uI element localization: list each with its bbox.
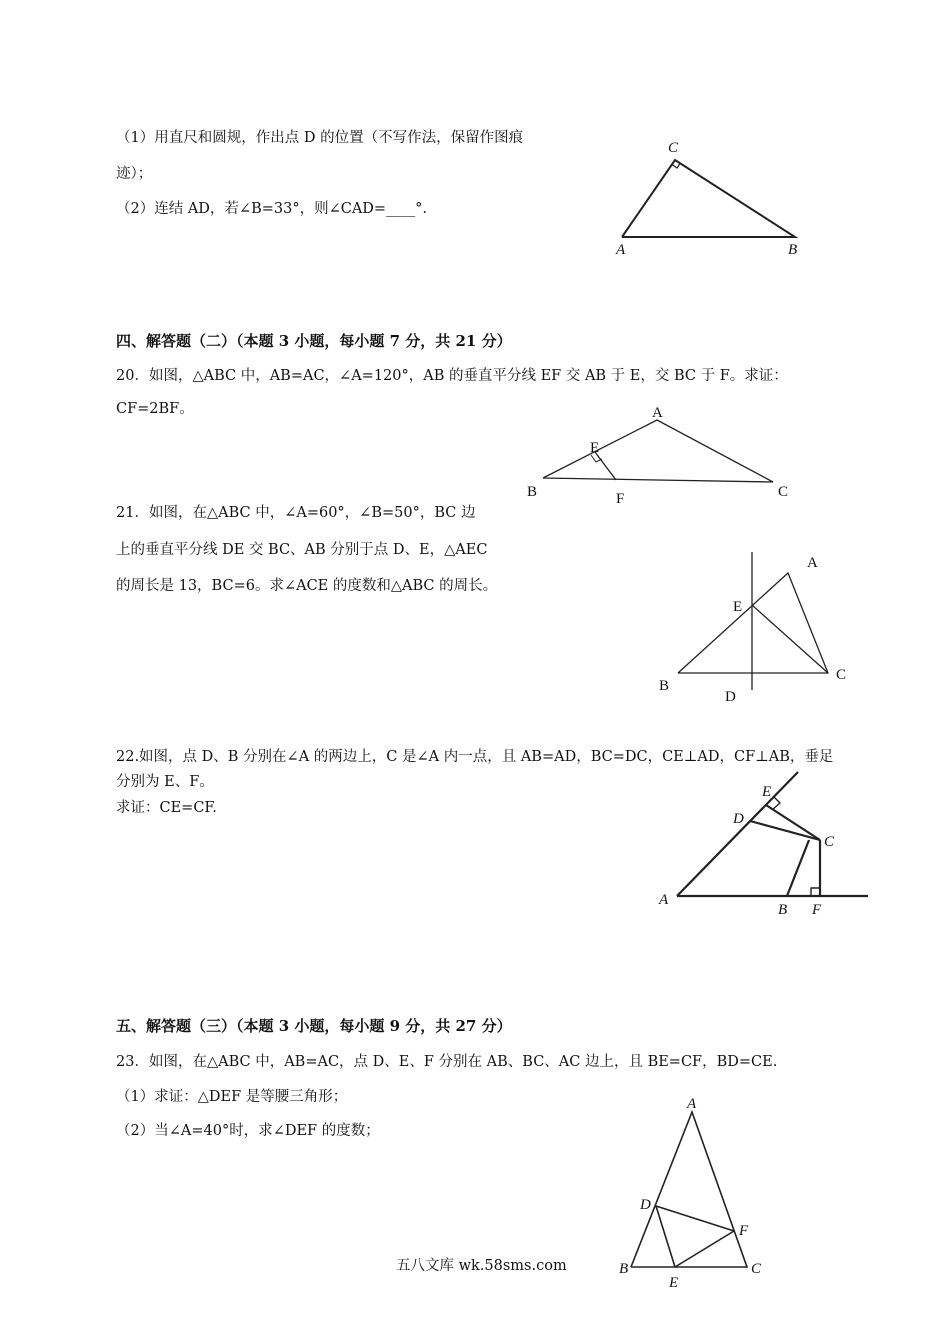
- q21-line1: 21．如图，在△ABC 中，∠A=60°，∠B=50°，BC 边: [116, 505, 476, 521]
- q21-label-e: E: [733, 599, 743, 615]
- q23-label-f: F: [739, 1223, 749, 1239]
- q21-label-a: A: [807, 555, 818, 571]
- q21-line3: 的周长是 13，BC=6。求∠ACE 的度数和△ABC 的周长。: [116, 578, 498, 594]
- q23-label-c: C: [751, 1261, 762, 1277]
- q19-part1-line2: 迹）；: [116, 166, 153, 182]
- q19-triangle-figure: [600, 130, 820, 265]
- q22-label-e: E: [762, 784, 772, 800]
- q19-label-a: A: [616, 242, 626, 258]
- q20-label-f: F: [616, 491, 625, 507]
- q22-line1: 22.如图，点 D、B 分别在∠A 的两边上，C 是∠A 内一点，且 AB=AD，BC=DC，CE⊥AD，CF⊥AB，垂足: [116, 749, 834, 765]
- q19-part1-line1: （1）用直尺和圆规，作出点 D 的位置（不写作法，保留作图痕: [116, 130, 524, 146]
- q23-triangle-figure: [610, 1090, 780, 1300]
- q20-triangle-figure: [520, 400, 800, 510]
- section5-heading: 五、解答题（三）（本题 3 小题，每小题 9 分，共 27 分）: [116, 1017, 512, 1035]
- q23-part2: （2）当∠A=40°时，求∠DEF 的度数；: [116, 1123, 380, 1139]
- q21-triangle-figure: [650, 545, 870, 715]
- q21-label-b: B: [659, 678, 670, 694]
- section4-heading: 四、解答题（二）（本题 3 小题，每小题 7 分，共 21 分）: [116, 332, 512, 350]
- q19-part2: （2）连结 AD，若∠B=33°，则∠CAD=____°.: [116, 201, 427, 217]
- q21-label-d: D: [725, 689, 736, 705]
- q19-label-c: C: [668, 140, 679, 156]
- q20-label-a: A: [652, 405, 663, 421]
- q22-label-c: C: [824, 834, 835, 850]
- q23-part1: （1）求证：△DEF 是等腰三角形；: [116, 1089, 348, 1105]
- q22-label-d: D: [733, 811, 744, 827]
- q22-angle-figure: [650, 765, 880, 925]
- q21-label-c: C: [836, 667, 847, 683]
- q22-label-b: B: [778, 902, 788, 918]
- q23-label-e: E: [669, 1275, 679, 1291]
- footer-watermark: 五八文库 wk.58sms.com: [396, 1258, 567, 1274]
- q20-label-c: C: [778, 484, 789, 500]
- q22-label-f: F: [812, 902, 822, 918]
- q23-line1: 23．如图，在△ABC 中，AB=AC，点 D、E、F 分别在 AB、BC、AC 边上，且 BE=CF，BD=CE.: [116, 1054, 778, 1070]
- q20-label-e: E: [590, 440, 600, 456]
- q20-line1: 20．如图，△ABC 中，AB=AC，∠A=120°，AB 的垂直平分线 EF 交 AB 于 E，交 BC 于 F。求证：: [116, 368, 788, 384]
- q23-label-b: B: [619, 1261, 629, 1277]
- q20-label-b: B: [527, 484, 538, 500]
- q22-label-a: A: [659, 892, 669, 908]
- q20-line2: CF=2BF。: [116, 401, 194, 417]
- q22-line3: 求证：CE=CF.: [116, 800, 217, 816]
- q22-line2: 分别为 E、F。: [116, 774, 214, 790]
- q19-label-b: B: [788, 242, 798, 258]
- q21-line2: 上的垂直平分线 DE 交 BC、AB 分别于点 D、E，△AEC: [116, 542, 488, 558]
- q23-label-d: D: [640, 1197, 651, 1213]
- q23-label-a: A: [687, 1096, 697, 1112]
